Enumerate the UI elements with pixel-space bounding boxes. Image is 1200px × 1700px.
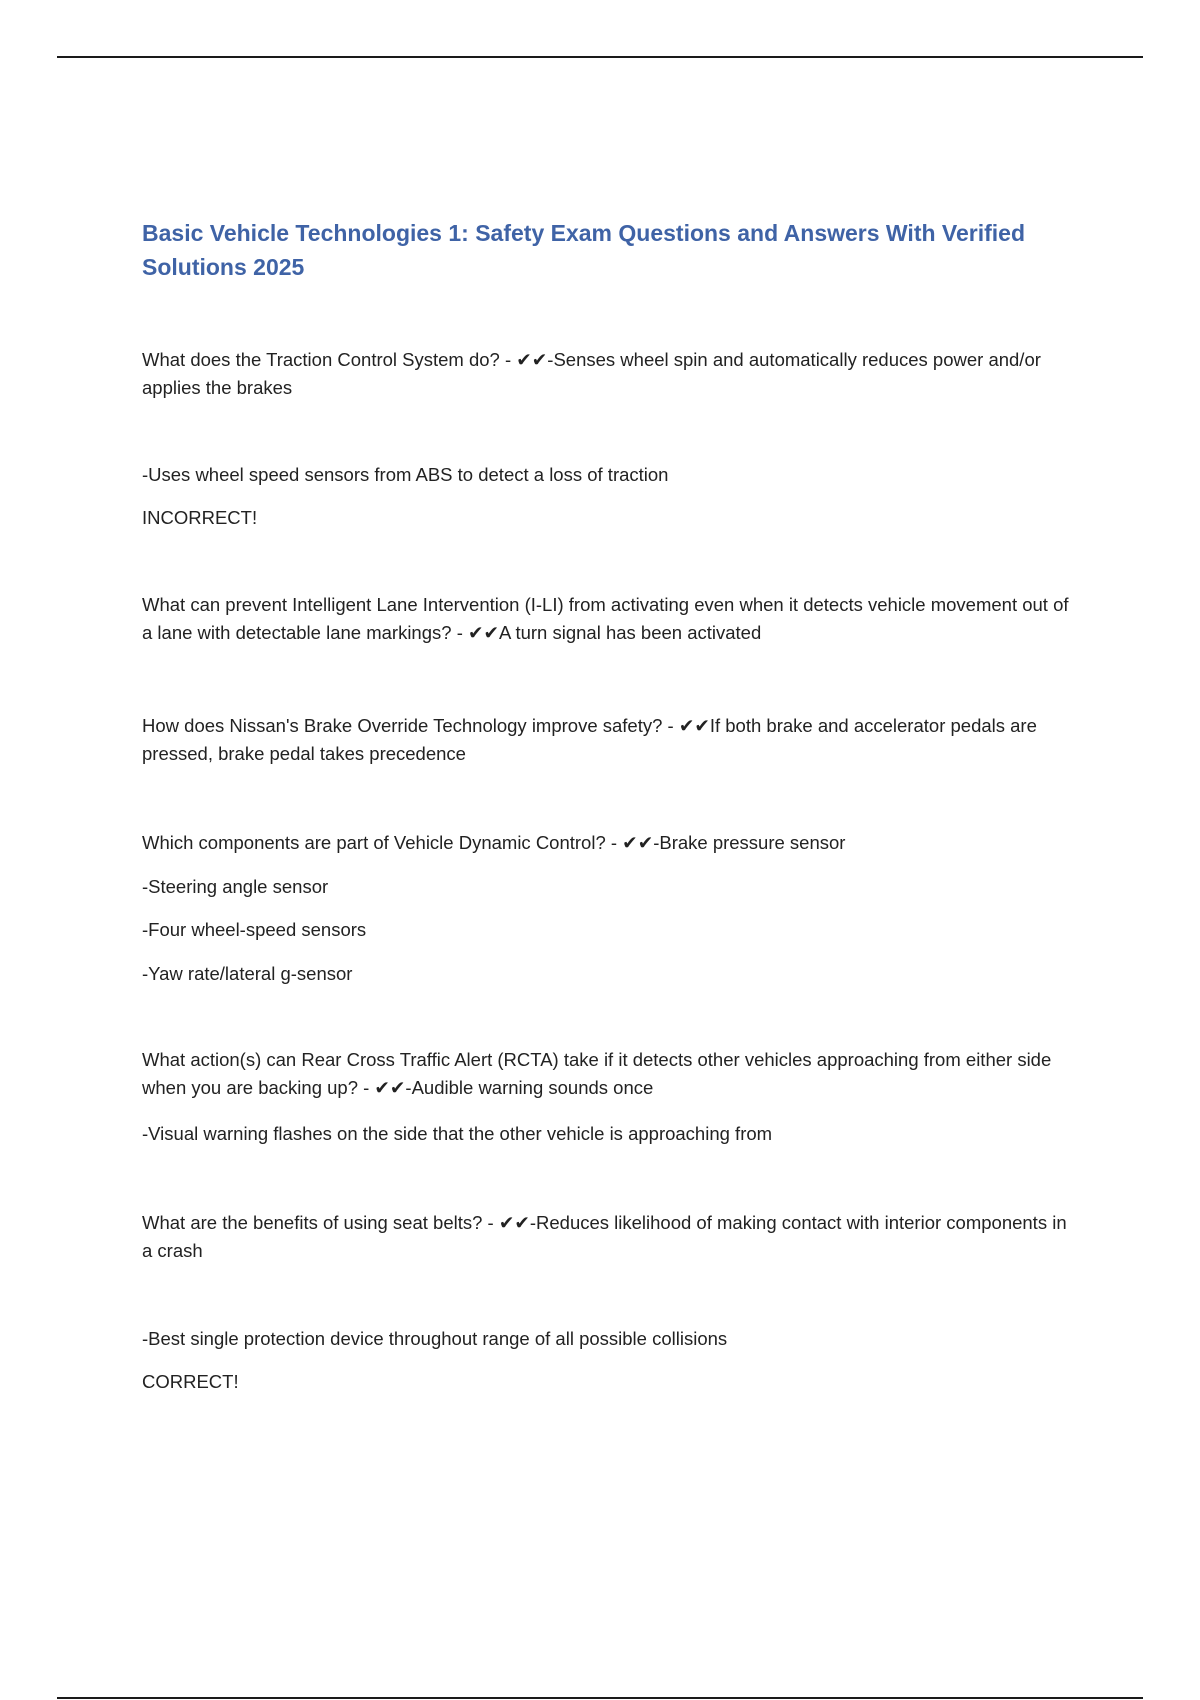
answer-line-abs-sensors: -Uses wheel speed sensors from ABS to detect a loss of traction: [142, 464, 669, 485]
result-correct: CORRECT!: [142, 1371, 239, 1392]
top-rule: [57, 56, 1143, 58]
document-title: Basic Vehicle Technologies 1: Safety Exam Questions and Answers With Verified Solutions 2025: [142, 220, 1026, 280]
answer-line-steering-sensor: -Steering angle sensor: [142, 876, 329, 897]
question-seat-belts: What are the benefits of using seat belts? - ✔✔-Reduces likelihood of making contact with interior components in a crash: [142, 1212, 1067, 1261]
answer-line-best-protection: -Best single protection device throughout range of all possible collisions: [142, 1328, 728, 1349]
answer-line-visual-warning: -Visual warning flashes on the side that the other vehicle is approaching from: [142, 1123, 773, 1144]
question-rear-cross-traffic: What action(s) can Rear Cross Traffic Alert (RCTA) take if it detects other vehicles approaching from either side when you are backing up? - ✔✔-Audible warning sounds once: [142, 1049, 1052, 1098]
question-lane-intervention: What can prevent Intelligent Lane Intervention (I-LI) from activating even when it detects vehicle movement out of a lane with detectable lane markings? - ✔✔A turn signal has been activated: [142, 594, 1069, 643]
question-vehicle-dynamic-control: Which components are part of Vehicle Dynamic Control? - ✔✔-Brake pressure sensor: [142, 832, 846, 853]
answer-line-yaw-rate-sensor: -Yaw rate/lateral g-sensor: [142, 963, 353, 984]
result-incorrect: INCORRECT!: [142, 507, 258, 528]
question-traction-control: What does the Traction Control System do? - ✔✔-Senses wheel spin and automatically reduces power and/or applies the brakes: [142, 349, 1041, 398]
question-brake-override: How does Nissan's Brake Override Technology improve safety? - ✔✔If both brake and accelerator pedals are pressed, brake pedal takes precedence: [142, 715, 1037, 764]
answer-line-wheel-speed-sensors: -Four wheel-speed sensors: [142, 919, 367, 940]
bottom-rule: [57, 1697, 1143, 1699]
